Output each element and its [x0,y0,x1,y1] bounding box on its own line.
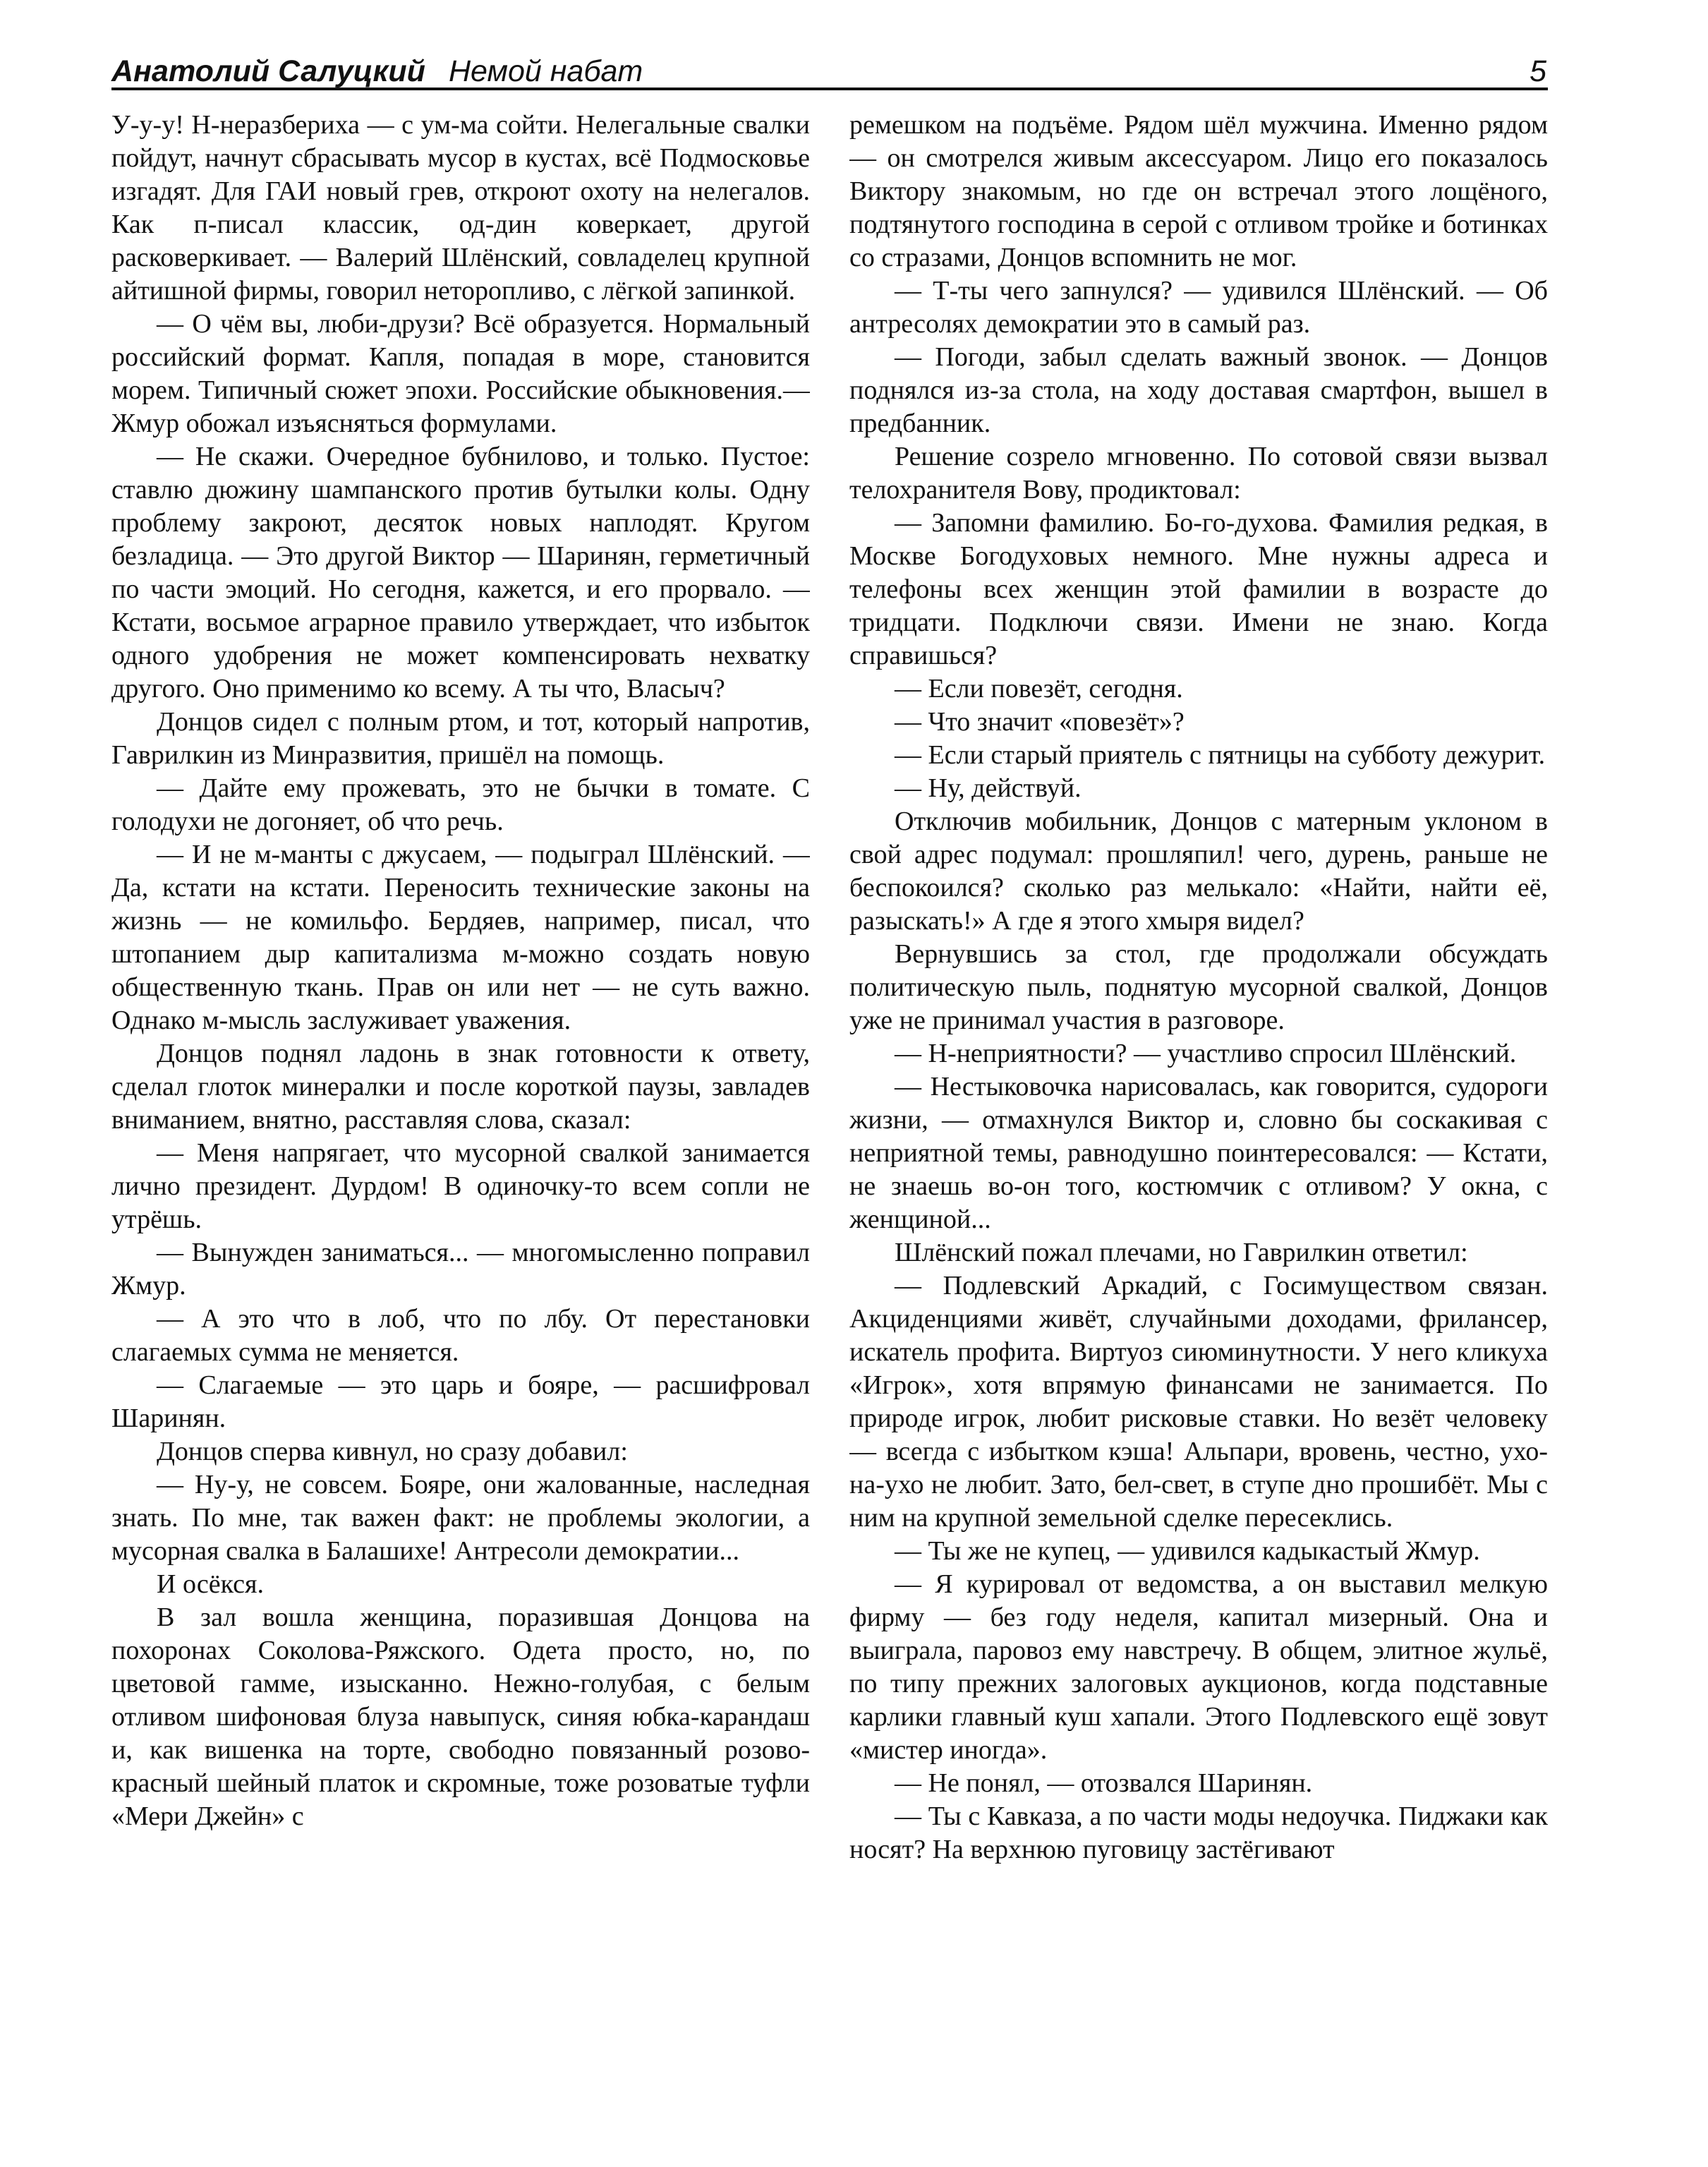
paragraph: В зал вошла женщина, поразившая Донцова на похоронах Соколова-Ряжского. Одета просто, но, по цветовой гамме, изысканно. Нежно-голубая, с белым отливом шифоновая блуза навыпуск, синяя юбка-карандаш и, как вишенка на торте, свободно повязанный розово-красный шейный платок и скромные, тоже розоватые туфли «Мери Джейн» с [111,1602,810,1831]
paragraph: — Меня напрягает, что мусорной свалкой занимается лично президент. Дурдом! В одиночку-то всем сопли не утрёшь. [111,1138,810,1234]
left-column [111,109,810,2134]
paragraph: — Что значит «повезёт»? [895,707,1185,737]
paragraph: Отключив мобильник, Донцов с матерным уклоном в свой адрес подумал: прошляпил! чего, дурень, раньше не беспокоился? сколько раз мелькало: «Найти, найти её, разыскать!» А где я этого хмыря видел? [849,807,1548,936]
paragraph: — Ты же не купец, — удивился кадыкастый Жмур. [895,1536,1480,1566]
paragraph: — Не понял, — отозвался Шаринян. [895,1768,1313,1798]
paragraph: — Ты с Кавказа, а по части моды недоучка. Пиджаки как носят? На верхнюю пуговицу застёгивают [849,1801,1548,1864]
paragraph: — Слагаемые — это царь и бояре, — расшифровал Шаринян. [111,1370,810,1433]
paragraph: Шлёнский пожал плечами, но Гаврилкин ответил: [895,1238,1468,1267]
paragraph: — Если старый приятель с пятницы на субботу дежурит. [895,740,1546,770]
paragraph: — Н-неприятности? — участливо спросил Шлёнский. [895,1039,1517,1068]
book-title: Немой набат [449,54,643,88]
paragraph: ремешком на подъёме. Рядом шёл мужчина. Именно рядом — он смотрелся живым аксессуаром. Лицо его показалось Виктору знакомым, но где он встречал этого лощёного, подтянутого господина в серой с отливом тройке и ботинках со стразами, Донцов вспомнить не мог. [849,110,1548,272]
paragraph: — Я курировал от ведомства, а он выставил мелкую фирму — без году неделя, капитал мизерный. Она и выиграла, паровоз ему навстречу. В общем, элитное жульё, по типу прежних залоговых аукционов, когда подставные карлики главный куш хапали. Этого Подлевского ещё зовут «мистер иногда». [849,1569,1548,1765]
paragraph: — Запомни фамилию. Бо-го-духова. Фамилия редкая, в Москве Богодуховых немного. Мне нужны адреса и телефоны всех женщин этой фамилии в возрасте до тридцати. Подключи связи. Имени не знаю. Когда справишься? [849,508,1548,670]
paragraph: — Если повезёт, сегодня. [895,674,1183,704]
page-number: 5 [1530,54,1546,88]
paragraph: — Подлевский Аркадий, с Госимуществом связан. Акциденциями живёт, случайными доходами, фрилансер, искатель профита. Виртуоз сиюминутности. У него кликуха «Игрок», хотя впрямую финансами не занимается. По природе игрок, любит рисковые ставки. Но везёт человеку — всегда с избытком кэша! Альпари, вровень, честно, ухо-на-ухо не любит. Зато, бел-свет, в ступе дно прошибёт. Мы с ним на крупной земельной сделке пересеклись. [849,1271,1548,1533]
paragraph: И осёкся. [157,1569,264,1599]
paragraph: Донцов сперва кивнул, но сразу добавил: [157,1437,628,1466]
paragraph: — О чём вы, люби-друзи? Всё образуется. Нормальный российский формат. Капля, попадая в море, становится морем. Типичный сюжет эпохи. Российские обыкновения.— Жмур обожал изъясняться формулами. [111,309,810,438]
paragraph: Донцов поднял ладонь в знак готовности к ответу, сделал глоток минералки и после короткой паузы, завладев вниманием, внятно, расставляя слова, сказал: [111,1039,810,1135]
paragraph: — А это что в лоб, что по лбу. От перестановки слагаемых сумма не меняется. [111,1304,810,1367]
right-column [849,109,1548,2134]
header-rule [111,87,1548,90]
paragraph: — Т-ты чего запнулся? — удивился Шлёнский. — Об антресолях демократии это в самый раз. [849,276,1548,339]
paragraph: У-у-у! Н-неразбериха — с ум-ма сойти. Нелегальные свалки пойдут, начнут сбрасывать мусор в кустах, всё Подмосковье изгадят. Для ГАИ новый грев, откроют охоту на нелегалов. Как п-писал классик, од-дин коверкает, другой расковеркивает. — Валерий Шлёнский, совладелец крупной айтишной фирмы, говорил неторопливо, с лёгкой запинкой. [111,110,810,306]
paragraph: — И не м-манты с джусаем, — подыграл Шлёнский. — Да, кстати на кстати. Переносить технические законы на жизнь — не комильфо. Бердяев, например, писал, что штопанием дыр капитализма м-можно создать новую общественную ткань. Прав он или нет — не суть важно. Однако м-мысль заслуживает уважения. [111,840,810,1035]
paragraph: — Нестыковочка нарисовалась, как говорится, судороги жизни, — отмахнулся Виктор и, словно бы соскакивая с неприятной темы, равнодушно поинтересовался: — Кстати, не знаешь во-он того, костюмчик с отливом? У окна, с женщиной... [849,1072,1548,1234]
paragraph: Донцов сидел с полным ртом, и тот, который напротив, Гаврилкин из Минразвития, пришёл на помощь. [111,707,810,770]
paragraph: — Ну-у, не совсем. Бояре, они жалованные, наследная знать. По мне, так важен факт: не проблемы экологии, а мусорная свалка в Балашихе! Антресоли демократии... [111,1470,810,1566]
paragraph: — Ну, действуй. [895,773,1082,803]
paragraph: Вернувшись за стол, где продолжали обсуждать политическую пыль, поднятую мусорной свалкой, Донцов уже не принимал участия в разговоре. [849,939,1548,1035]
paragraph: — Погоди, забыл сделать важный звонок. — Донцов поднялся из-за стола, на ходу доставая смартфон, вышел в предбанник. [849,342,1548,438]
author-name: Анатолий Салуцкий [111,54,425,88]
paragraph: — Не скажи. Очередное бубнилово, и только. Пустое: ставлю дюжину шампанского против бутылки колы. Одну проблему закроют, десяток новых наплодят. Кругом безладица. — Это другой Виктор — Шаринян, герметичный по части эмоций. Но сегодня, кажется, и его прорвало. — Кстати, восьмое аграрное правило утверждает, что избыток одного удобрения не может компенсировать нехватку другого. Оно применимо ко всему. А ты что, Власыч? [111,442,810,704]
paragraph: Решение созрело мгновенно. По сотовой связи вызвал телохранителя Вову, продиктовал: [849,442,1548,505]
paragraph: — Вынужден заниматься... — многомысленно поправил Жмур. [111,1238,810,1300]
paragraph: — Дайте ему прожевать, это не бычки в томате. С голодухи не догоняет, об что речь. [111,773,810,836]
